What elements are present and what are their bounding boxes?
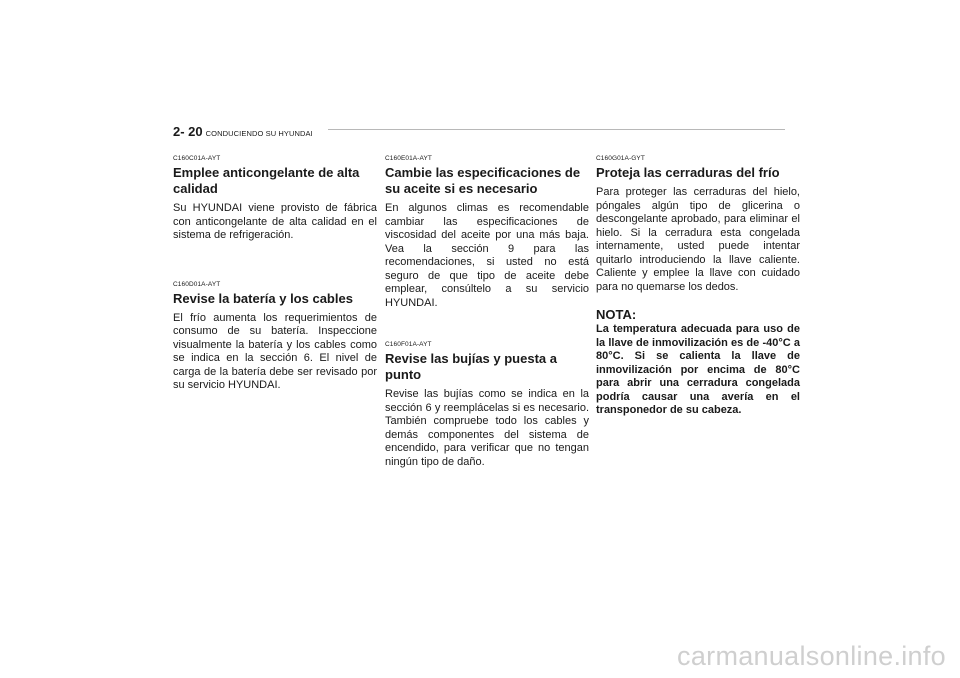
page-number: 2- 20 (173, 124, 203, 139)
section-body: El frío aumenta los requerimientos de consumo de su batería. Inspeccione visualmente la batería y los cables como se indica en la sección 6. El nivel de carga de la batería debe ser revisado por su servicio HYUNDAI. (173, 311, 377, 391)
section-code: C160G01A-GYT (596, 155, 645, 162)
section-code: C160F01A-AYT (385, 341, 432, 348)
watermark: carmanualsonline.info (677, 641, 946, 671)
section-battery (173, 281, 377, 393)
section-code: C160C01A-AYT (173, 155, 221, 162)
note-label: NOTA: (596, 307, 637, 322)
note-text: La temperatura adecuada para uso de la llave de inmovilización es de -40°C a 80°C. Si se calienta la llave de inmovilización por encima de 80°C para abrir una cerradura congelada podría causar una avería en el transponedor de su cabeza. (596, 323, 800, 416)
column-3 (596, 155, 800, 418)
section-code: C160D01A-AYT (173, 280, 221, 288)
section-oil (385, 155, 589, 310)
header-rule (328, 129, 785, 130)
section-locks (596, 155, 800, 294)
section-title: Proteja las cerraduras del frío (596, 165, 780, 180)
section-title: Revise la batería y los cables (173, 290, 353, 306)
section-body: Revise las bujías como se indica en la sección 6 y reemplácelas si es necesario. También compruebe todo los cables y demás componentes del sistema de encendido, para verificar que no tengan ningún tipo de daño. (385, 388, 589, 468)
page-header (173, 123, 313, 141)
chapter-title: CONDUCIENDO SU HYUNDAI (205, 129, 313, 138)
column-2 (385, 155, 589, 469)
section-body: En algunos climas es recomendable cambiar las especificaciones de viscosidad del aceite por una más baja. Vea la sección 9 para las recomendaciones, si usted no está seguro de que tipo de aceite debe emplear, consúltelo a su servicio HYUNDAI. (385, 202, 589, 309)
column-1 (173, 155, 377, 393)
section-body: Su HYUNDAI viene provisto de fábrica con anticongelante de alta calidad en el sistema de refrigeración. (173, 202, 377, 241)
section-title: Cambie las especificaciones de su aceite si es necesario (385, 165, 581, 196)
section-code: C160E01A-AYT (385, 155, 432, 162)
section-antifreeze (173, 155, 377, 243)
section-title: Revise las bujías y puesta a punto (385, 351, 557, 382)
section-spark-plugs (385, 341, 589, 469)
section-title: Emplee anticongelante de alta calidad (173, 165, 360, 196)
section-body: Para proteger las cerraduras del hielo, póngales algún tipo de glicerina o descongelante aprobado, para eliminar el hielo. Si la cerradura esta congelada internamente, usted puede intentar quitarlo introduciendo la llave caliente. Caliente y emplee la llave con cuidado para no quemarse los dedos. (596, 186, 800, 293)
